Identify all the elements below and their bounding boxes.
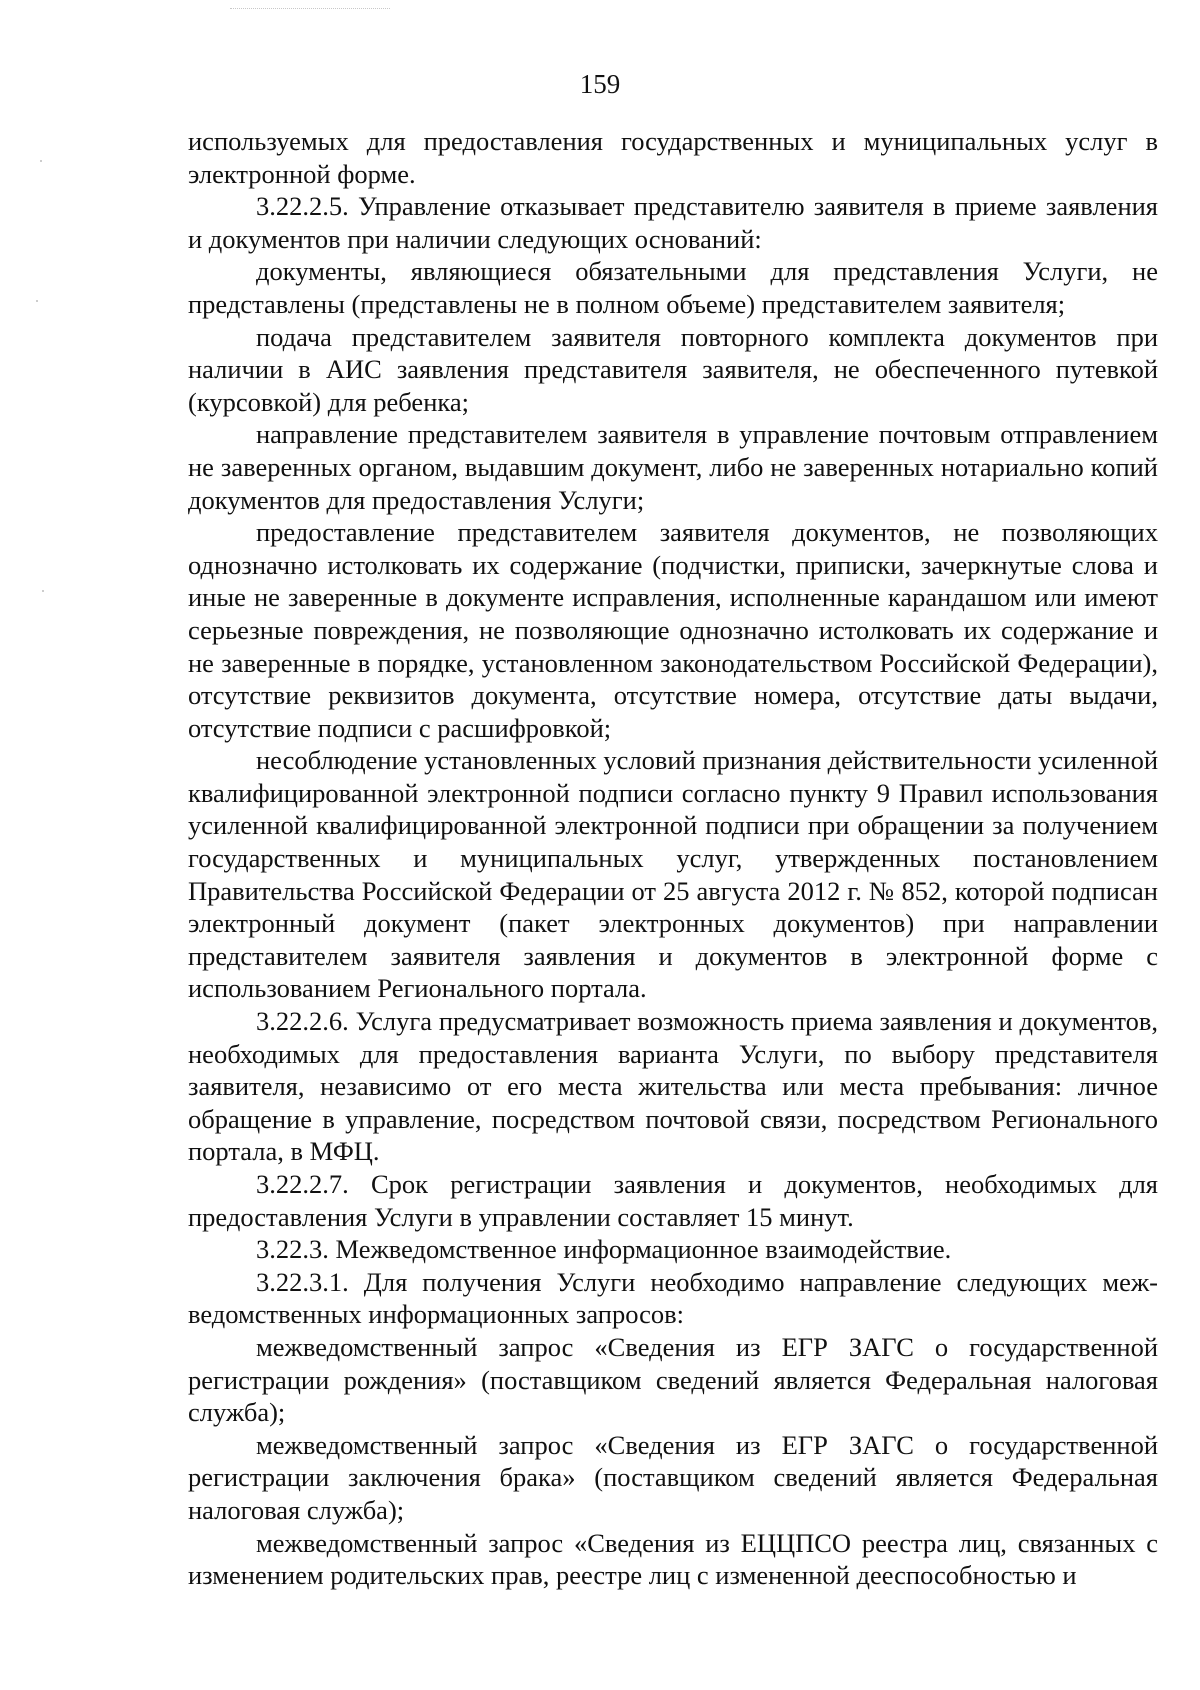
- paragraph-list-item: документы, являющиеся обязательными для представления Услуги, не представлены (представлены не в полном объеме) представителем заявителя;: [188, 256, 1158, 319]
- paragraph-list-item: межведомственный запрос «Сведения из ЕЦЦПСО реестра лиц, связанных с изменением родительских прав, реестре лиц с измененной дееспособностью и: [188, 1527, 1158, 1591]
- scan-artifact: [230, 8, 390, 11]
- paragraph-continuation: используемых для предоставления государственных и муниципальных услуг в электронной форме.: [188, 126, 1158, 189]
- document-body: [188, 125, 1158, 1592]
- paragraph-list-item: подача представителем заявителя повторного комплекта документов при наличии в АИС заявления представителя заявителя, не обеспеченного путевкой (курсовкой) для ребенка;: [188, 321, 1158, 417]
- paragraph-list-item: межведомственный запрос «Сведения из ЕГР ЗАГС о государственной регистрации рождения» (поставщиком сведений является Федеральная налоговая служба);: [188, 1331, 1158, 1428]
- paragraph-3-22-3-1: 3.22.3.1. Для получения Услуги необходимо направление следующих межведомственных информационных запросов:: [188, 1266, 1158, 1330]
- paragraph-3-22-2-7: 3.22.2.7. Срок регистрации заявления и документов, необходимых для предоставления Услуги в управлении составляет 15 минут.: [188, 1169, 1158, 1232]
- paragraph-list-item: предоставление представителем заявителя документов, не позволяющих однозначно истолковать их содержание (подчистки, приписки, зачеркнутые слова и иные не заверенные в документе исправления, исполненные карандашом или имеют серьезные повреждения, не позволяющие однозначно истолковать их содержание и не заверенные в порядке, установленном законодательством Российской Федерации), отсутствие реквизитов документа, отсутствие номера, отсутствие даты выдачи, отсутствие подписи с расшифровкой;: [188, 517, 1158, 743]
- page-number: 159: [579, 69, 621, 99]
- scan-speck: [40, 160, 42, 162]
- paragraph-list-item: несоблюдение установленных условий признания действительности усиленной квалифицированной электронной подписи согласно пункту 9 Правил использования усиленной квалифицированной электронной подписи при обращении за получением государственных и муниципальных услуг, утвержденных постановлением Правительства Российской Федерации от 25 августа 2012 г. № 852, которой подписан электронный документ (пакет электронных документов) при направлении представителем заявителя заявления и документов в электронной форме с использованием Регионального портала.: [188, 745, 1158, 1004]
- paragraph-3-22-2-6: 3.22.2.6. Услуга предусматривает возможность приема заявления и документов, необходимых для предоставления варианта Услуги, по выбору представителя заявителя, независимо от его места жительства или места пребывания: личное обращение в управление, посредством почтовой связи, посредством Регионального портала, в МФЦ.: [188, 1006, 1158, 1167]
- paragraph-list-item: направление представителем заявителя в управление почтовым отправлением не заверенных органом, выдавшим документ, либо не заверенных нотариально копий документов для предоставления Услуги;: [188, 419, 1158, 515]
- paragraph-3-22-2-5: 3.22.2.5. Управление отказывает представителю заявителя в приеме заявления и документов при наличии следующих оснований:: [188, 191, 1158, 254]
- scan-speck: [42, 590, 44, 592]
- paragraph-list-item: межведомственный запрос «Сведения из ЕГР ЗАГС о государственной регистрации заключения брака» (поставщиком сведений является Федеральная налоговая служба);: [188, 1429, 1158, 1525]
- scan-speck: [36, 300, 38, 302]
- paragraph-3-22-3: 3.22.3. Межведомственное информационное взаимодействие.: [256, 1234, 952, 1265]
